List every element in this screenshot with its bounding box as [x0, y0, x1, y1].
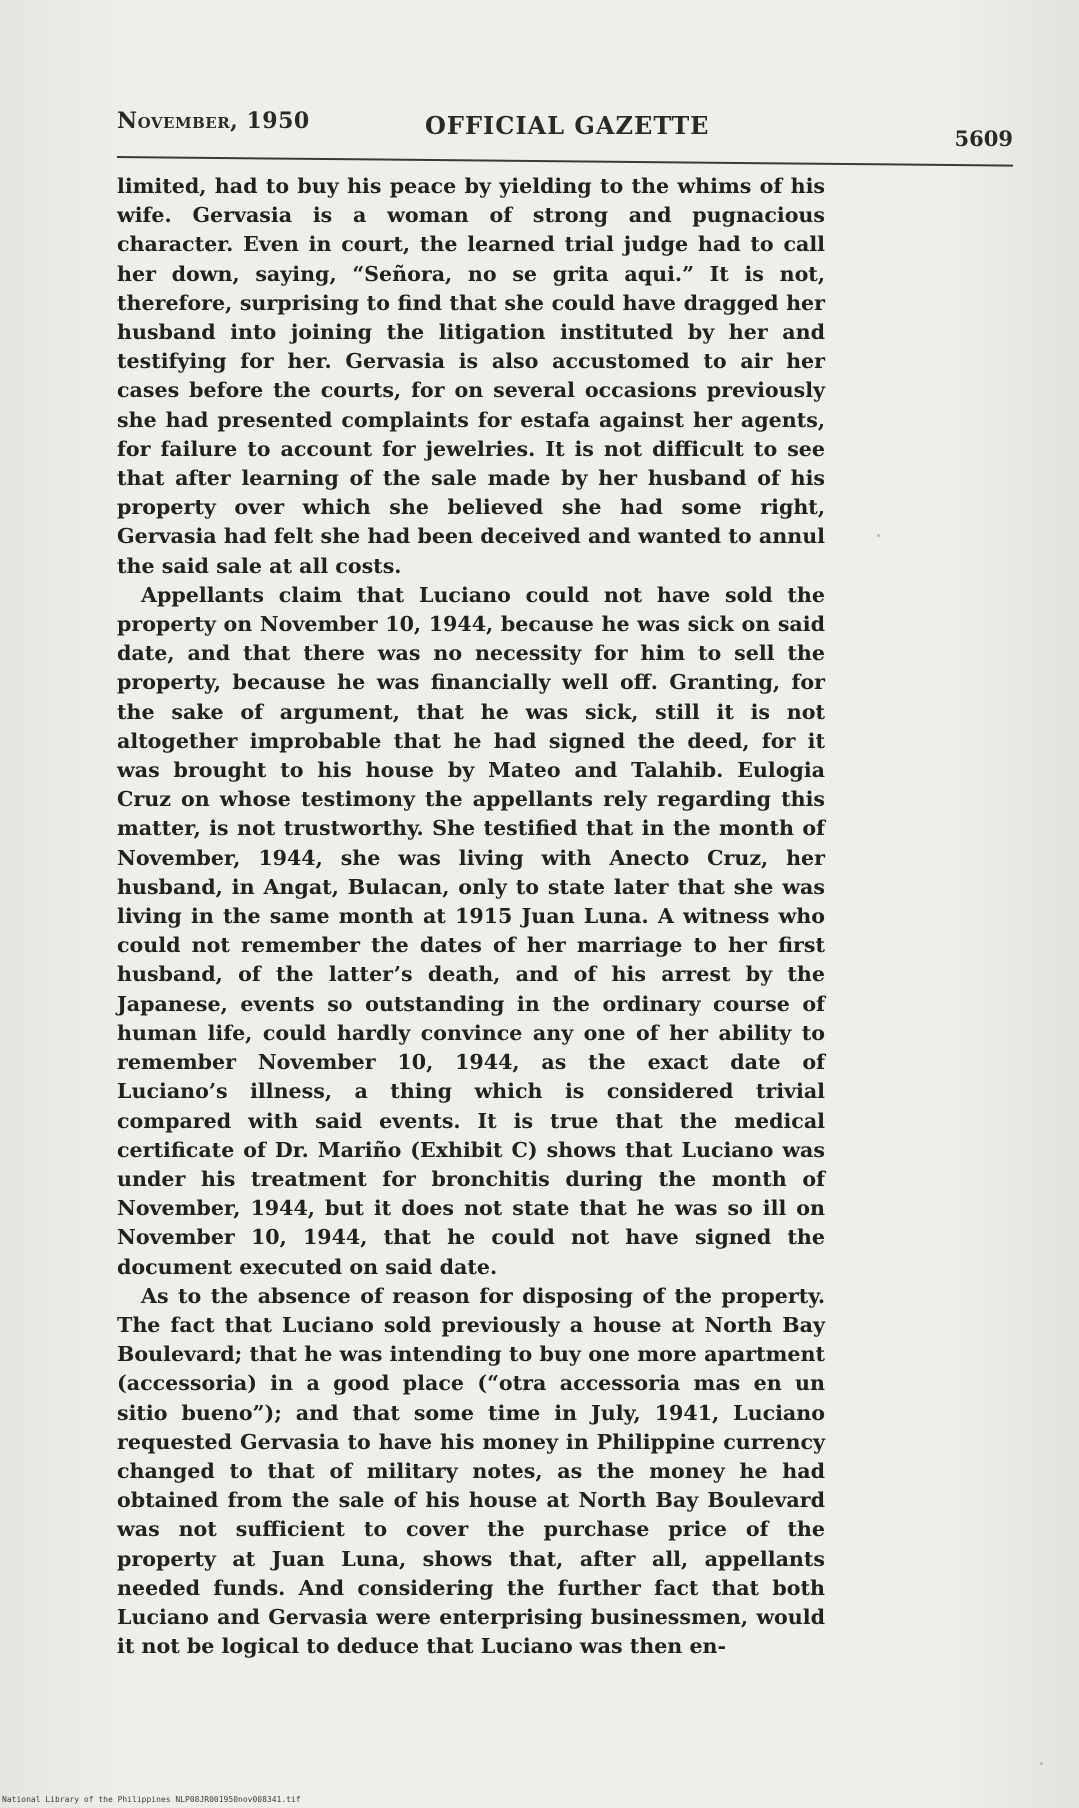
- article-body: [117, 172, 825, 1661]
- paragraph-absence-of-reason: As to the absence of reason for disposing of the property. The fact that Luciano sold previously a house at North Bay Boulevard; that he was intending to buy one more apartment (accessoria) in a good place (“otra accessoria mas en un sitio bueno”); and that some time in July, 1941, Luciano requested Gervasia to have his money in Philippine currency changed to that of military notes, as the money he had obtained from the sale of his house at North Bay Boulevard was not sufficient to cover the purchase price of the property at Juan Luna, shows that, after all, appellants needed funds. And considering the further fact that both Luciano and Gervasia were enterprising businessmen, would it not be logical to deduce that Luciano was then en-: [117, 1283, 825, 1659]
- scan-credit: National Library of the Philippines NLP08JR001950nov008341.tif: [2, 1795, 301, 1804]
- issue-date: November, 1950: [117, 108, 310, 134]
- publication-title: OFFICIAL GAZETTE: [425, 111, 710, 140]
- paragraph-continued: limited, had to buy his peace by yielding to the whims of his wife. Gervasia is a woman of strong and pugnacious character. Even in court, the learned trial judge had to call her down, saying, “Señora, no se grita aqui.” It is not, therefore, surprising to find that she could have dragged her husband into joining the litigation instituted by her and testifying for her. Gervasia is also accustomed to air her cases before the courts, for on several occasions previously she had presented complaints for estafa against her agents, for failure to account for jewelries. It is not difficult to see that after learning of the sale made by her husband of his property over which she believed she had some right, Gervasia had felt she had been deceived and wanted to annul the said sale at all costs.: [117, 174, 825, 578]
- header-rule: [117, 156, 1013, 167]
- scan-speck: [877, 534, 880, 537]
- running-header: [117, 104, 1013, 151]
- paragraph-appellants-claim: Appellants claim that Luciano could not have sold the property on November 10, 1944, because he was sick on said date, and that there was no necessity for him to sell the property, because he was financially well off. Granting, for the sake of argument, that he was sick, still it is not altogether improbable that he had signed the deed, for it was brought to his house by Mateo and Talahib. Eulogia Cruz on whose testimony the appellants rely regarding this matter, is not trustworthy. She testified that in the month of November, 1944, she was living with Anecto Cruz, her husband, in Angat, Bulacan, only to state later that she was living in the same month at 1915 Juan Luna. A witness who could not remember the dates of her marriage to her first husband, of the latter’s death, and of his arrest by the Japanese, events so outstanding in the ordinary course of human life, could hardly convince any one of her ability to remember November 10, 1944, as the exact date of Luciano’s illness, a thing which is considered trivial compared with said events. It is true that the medical certificate of Dr. Mariño (Exhibit C) shows that Luciano was under his treatment for bronchitis during the month of November, 1944, but it does not state that he was so ill on November 10, 1944, that he could not have signed the document executed on said date.: [117, 582, 825, 1279]
- scan-speck: [1040, 1762, 1043, 1765]
- page-number: 5609: [954, 126, 1013, 151]
